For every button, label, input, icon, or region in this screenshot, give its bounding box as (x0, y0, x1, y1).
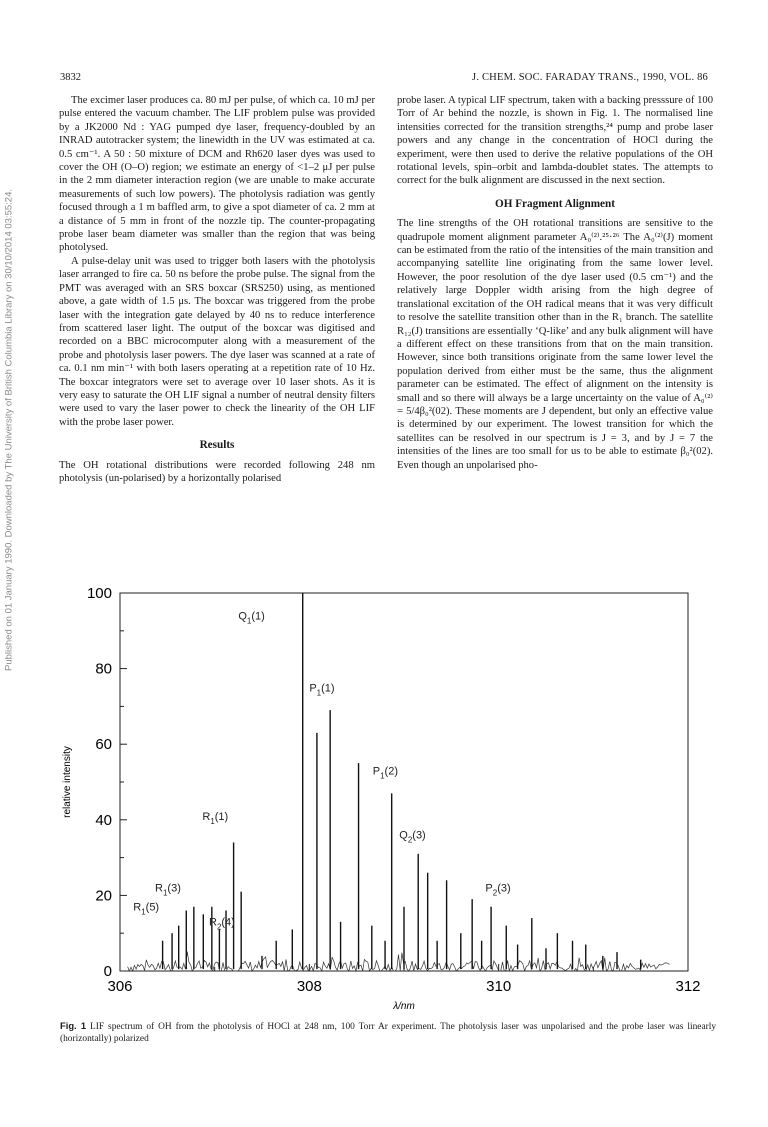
peak-label: $R_1(5)$ (133, 901, 160, 917)
x-axis-label: λ/nm (393, 1001, 415, 1012)
paragraph: The excimer laser produces ca. 80 mJ per pulse, of which ca. 10 mJ per pulse entered the vacuum chamber. The LIF problem pulse was provided by a JK2000 Nd : YAG pumped dye laser, frequency-doubled by an INRAD autotracker system; the linewidth in the UV was estimated at ca. 0.5 cm⁻¹. A 50 : 50 mixture of DCM and Rh620 laser dyes was used to cover the OH (O–O) region; we estimate an energy of <1–2 μJ per pulse in the 2 mm diameter interaction region (we are unable to make accurate measurements of such low powers). The photolysis radiation was gently focused through a 1 m baffled arm, to give a spot diameter of ca. 2 mm at a distance of 5 mm in front of the nozzle tip. The counter-propagating probe laser beam diameter was smaller than the region that was being photolysed. (59, 95, 375, 254)
paragraph: probe laser. A typical LIF spectrum, taken with a backing presssure of 100 Torr of Ar behind the nozzle, is shown in Fig. 1. The normalised line intensities corrected for the transition strengths,²⁴ pump and probe laser powers and any change in the concentration of HOCl during the experiment, were then used to derive the relative populations of the OH rotational levels, spin–orbit and lambda-doublet states. The attempts to correct for the bulk alignment are discussed in the next section. (397, 95, 713, 187)
page-number: 3832 (60, 72, 81, 83)
lif-spectrum-chart (60, 585, 720, 1020)
paragraph: A pulse-delay unit was used to trigger both lasers with the photolysis laser arranged to fire ca. 50 ns before the probe pulse. The signal from the PMT was averaged with an SRS boxcar (SRS250) using, as mentioned above, a gate width of 1.5 μs. The boxcar was triggered from the probe laser with the integration gate delayed by 40 ns to reduce interference from scattered laser light. The output of the boxcar was digitised and recorded on a BBC microcomputer along with a measurement of the probe and photolysis laser powers. The dye laser was scanned at a rate of ca. 0.1 nm min⁻¹ with both lasers operating at a repetition rate of 10 Hz. The boxcar integrators were set to average over 10 laser shots. As it is very easy to saturate the OH LIF signal a number of neutral density filters were used to vary the laser power to check the linearity of the OH LIF with the probe laser power. (59, 255, 375, 428)
section-heading-alignment: OH Fragment Alignment (495, 197, 615, 210)
peak-label: $R_1(3)$ (155, 882, 181, 898)
y-tick-label: 40 (95, 811, 112, 829)
y-axis-label: relative intensity (62, 746, 73, 818)
paragraph: The line strengths of the OH rotational transitions are sensitive to the quadrupole moment alignment parameter A₀⁽²⁾.²⁵·²⁶ The A₀⁽²⁾(J) moment can be estimated from the ratio of the intensities of the main transition and accompanying satellite line originating from the same lower level. However, the poor resolution of the dye laser used (0.5 cm⁻¹) and the relatively large Doppler width arising from the high degree of translational excitation of the OH radical means that it was very difficult to resolve the satellite transition other than in the R₁ branch. The satellite R₁₂(J) transitions are essentially ‘Q-like’ and any bulk alignment will have a different effect on these transitions from that on the main transition. However, since both transitions originate from the same lower level the population derived from either must be the same, thus the alignment parameter can be estimated. The effect of alignment on the intensity is small and so there will always be a large uncertainty on the value of A₀⁽²⁾ = 5/4β₀²(02). These moments are J dependent, but only an effective value is determined by our experiment. The lowest transition for which the satellites can be resolved in our spectrum is J = 3, and by J = 7 the intensities of the lines are too small for us to be able to estimate β₀²(02). Even though an unpolarised pho- (397, 218, 713, 471)
download-notice (2, 150, 16, 710)
peak-label: $R_1(1)$ (202, 810, 229, 826)
running-header: J. CHEM. SOC. FARADAY TRANS., 1990, VOL. 86 (472, 72, 708, 83)
caption-text: LIF spectrum of OH from the photolysis of HOCl at 248 nm, 100 Torr Ar experiment. The photolysis laser was unpolarised and the probe laser was linearly (horizontally) polarized (60, 1022, 717, 1044)
x-tick-label: 310 (486, 978, 512, 995)
caption-label: Fig. 1 (60, 1020, 87, 1031)
section-heading-results: Results (199, 439, 235, 452)
y-tick-label: 80 (95, 660, 112, 678)
peak-label: $Q_2(3)$ (399, 829, 426, 845)
left-column (59, 94, 375, 485)
spectrum-baseline (128, 952, 670, 971)
y-tick-label: 0 (103, 963, 112, 980)
peak-label: $R_2(4)$ (208, 916, 235, 932)
paragraph: The OH rotational distributions were recorded following 248 nm photolysis (un-polarised) by a horizontally polarised (59, 459, 375, 484)
x-tick-label: 312 (675, 978, 701, 995)
y-tick-label: 100 (86, 585, 112, 602)
y-tick-label: 20 (95, 887, 112, 905)
y-tick-label: 60 (95, 736, 112, 754)
peak-label: $Q_1(1)$ (238, 610, 265, 626)
peak-label: $P_2(3)$ (485, 882, 511, 898)
download-notice-text: Published on 01 January 1990. Downloaded by The University of British Columbia Library on 30/10/2014 03:55:24. (3, 189, 15, 671)
x-tick-label: 308 (296, 978, 322, 995)
figure-caption (60, 1020, 716, 1045)
figure-1 (60, 585, 720, 1025)
right-column (397, 94, 713, 472)
peak-label: $P_1(2)$ (372, 765, 399, 781)
peak-label: $P_1(1)$ (309, 682, 335, 698)
x-tick-label: 306 (107, 978, 133, 995)
